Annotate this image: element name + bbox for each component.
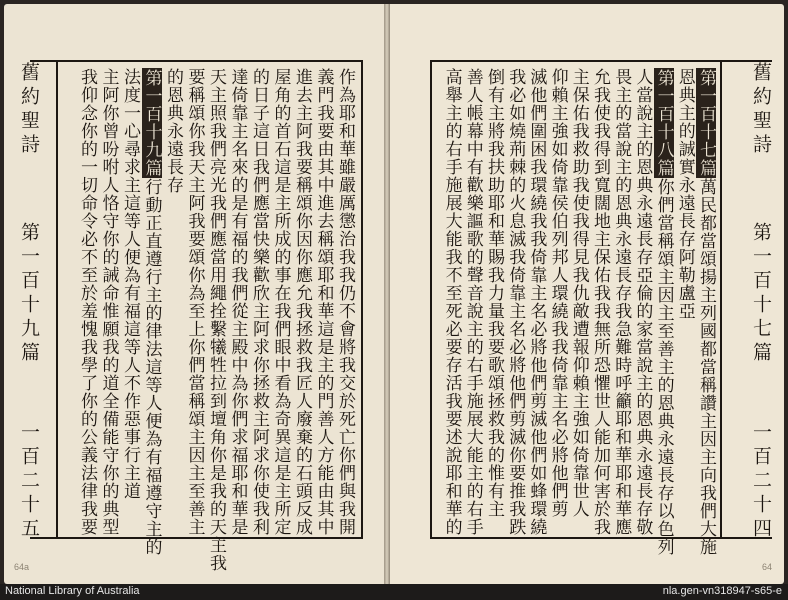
right-page [390,4,784,584]
right-pencil-mark: 64 [762,562,773,572]
left-text-column: 進去主阿我要稱頌你因你應允我拯救我匠人廢棄的石頭反成 [292,68,312,536]
right-text-column: 善人帳幕中有歡樂謳歌的聲音說主的右手施展大能主的右手 [462,68,483,536]
left-page-number: 一百二十五 [18,422,40,542]
left-text-column: 天主照我們亮光我們應當用繩拴繫犧牲拉到壇角你是我的天主我 [206,68,226,572]
chapter-marker: 第一百十九篇 [141,69,162,177]
right-text-column: 畏主的當說主的恩典永遠長存我急難時呼籲耶和華耶和華應 [611,68,632,536]
chapter-marker: 第一百十七篇 [696,69,716,177]
right-text-column: 主保佑我救助我使我得見我仇敵遭報仰賴主強如倚靠世人 [568,68,589,518]
right-text-column: 我必如燒荊棘的火息滅我倚靠主名必將他們剪滅你要推我跌 [505,68,526,536]
left-text-column: 法度一心尋求主這等人便為有福這等人不作惡事行主道 [120,68,140,500]
right-text-column: 恩典主的誠實永遠長存阿勒盧亞 [674,68,695,320]
chapter-marker: 第一百十八篇 [653,69,674,177]
right-text-column: 第一百十七篇萬民都當頌揚主列國都當稱讚主因主向我們大施 [696,69,716,556]
right-book-title: 舊約聖詩 [750,62,772,158]
left-inner-rule [56,60,58,539]
left-text-column: 屋角的首石這是主所成的事在我們眼中看為奇異這是主所定 [270,68,291,536]
left-text-column: 義門我要由其中進去稱頌耶和華這是主的門善人方能由其中 [313,68,334,536]
left-pencil-mark: 64a [14,562,30,572]
right-text-column: 人當說主的恩典永遠長存亞倫的家當說主的恩典永遠長存敬 [632,68,653,536]
left-text-column: 第一百十九篇行動正直遵行主的律法這等人便為有福遵守主的 [141,69,162,556]
left-text-column: 的恩典永遠長存 [163,68,183,194]
left-top-rule [30,60,363,62]
footer-identifier: nla.gen-vn318947-s65-e [662,585,782,597]
right-chapter-heading: 第一百十七篇 [750,222,772,366]
right-outer-rule [430,60,432,539]
right-page-number: 一百二十四 [750,422,772,542]
footer-credit: National Library of Australia [5,585,140,597]
left-text-column: 主阿你曾吩咐人恪守你的誡命惟願我的道全備能守你的典型 [98,68,119,536]
left-text-column: 我仰念你的一切命令必不至於羞愧我學了你的公義法律我要 [77,68,97,536]
left-text-column: 作為耶和華雖嚴厲懲治我我仍不會將我交於死亡你們與我開 [335,68,355,536]
right-text-column: 高舉主的右手施展大能我不至死必要存活我要述說耶和華的 [441,68,462,536]
left-bottom-rule [30,537,363,539]
left-page [4,4,384,584]
right-text-column: 滅他們圍困我環繞我我倚靠主名必將他們剪滅他們如蜂環繞 [526,68,547,536]
left-chapter-heading: 第一百十九篇 [18,222,40,366]
right-text-column: 第一百十八篇你們當稱頌主因主至善主的恩典永遠長存以色列 [653,69,674,556]
right-inner-rule [720,60,722,539]
footer-bar [0,584,788,600]
left-book-title: 舊約聖詩 [18,62,40,158]
left-text-column: 要稱頌你我天主阿我要頌你為至上你們當稱頌主因主至善主 [184,68,205,536]
left-text-column: 達倚靠主名來的是有福的我們從主殿中為你們求福耶和華是 [227,68,248,536]
left-text-column: 的日子這日我們應當快樂歡欣主阿求你拯救主阿求你使我利 [249,68,269,536]
left-outer-rule [361,60,363,539]
right-text-column: 倒有主將我扶助耶和華賜我力量我要歌頌拯救我的惟有主 [484,68,504,518]
right-text-column: 仰賴主強如倚靠侯伯列邦人環繞我我倚靠主名必將他們剪 [547,68,568,518]
right-text-column: 允我使我得到寬闊地主保佑我我無所恐懼世人能加何害於我 [590,68,610,536]
